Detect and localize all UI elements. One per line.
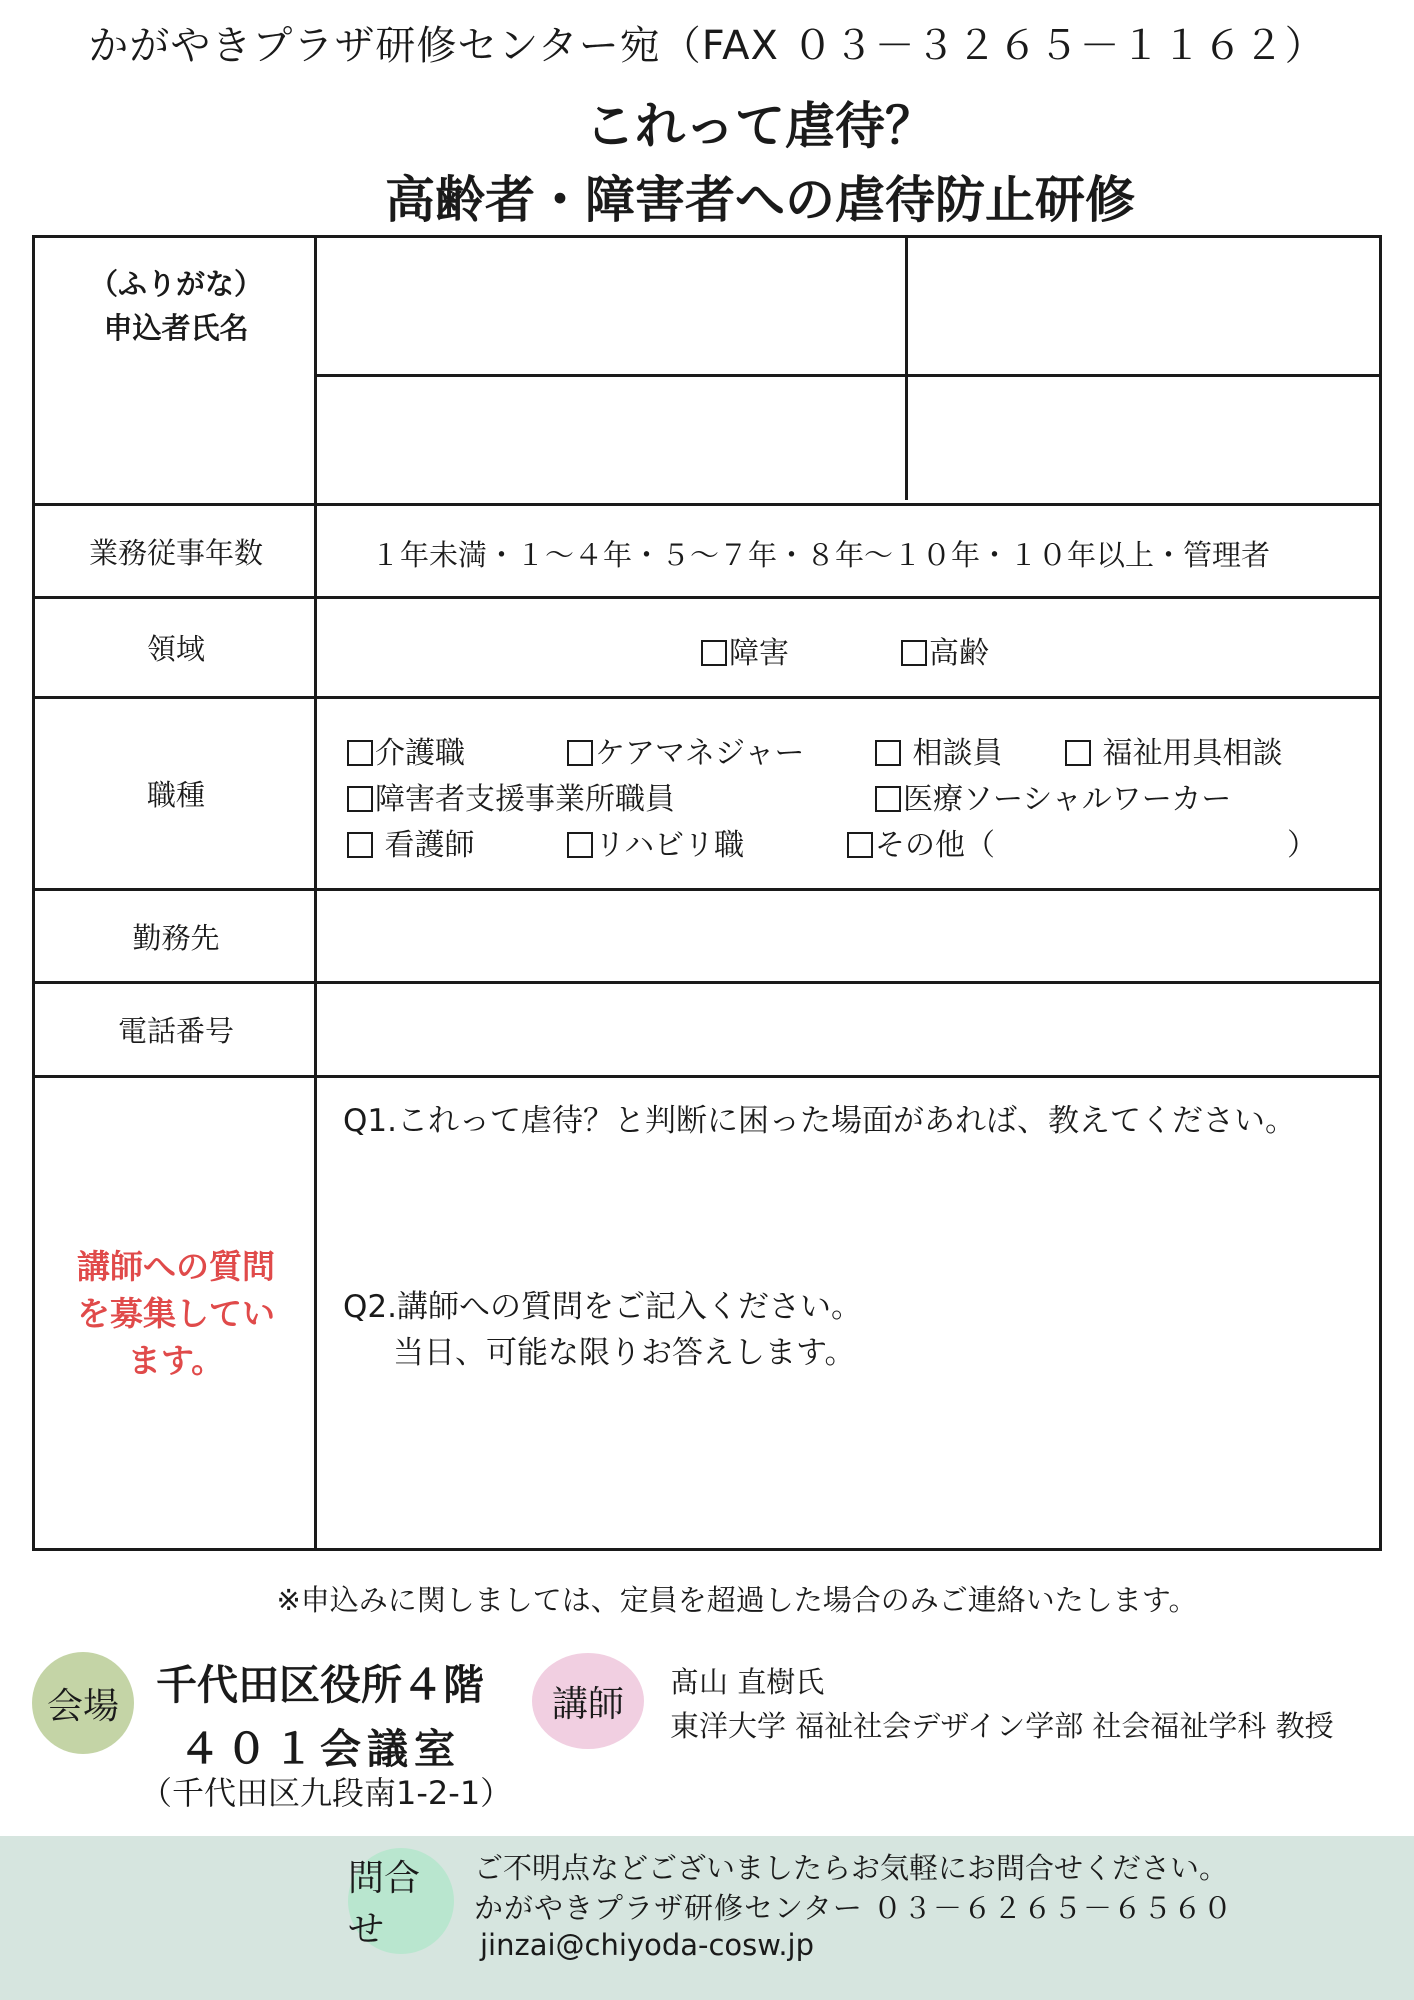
venue-address: （千代田区九段南1-2-1） <box>140 1774 513 1812</box>
checkbox-icon <box>347 740 373 766</box>
notice-text: ※申込みに関しましては、定員を超過した場合のみご連絡いたします。 <box>276 1583 1198 1617</box>
page-title: これって虐待？ <box>585 97 935 155</box>
venue-badge: 会場 <box>32 1652 134 1754</box>
domain-option-disability[interactable]: 障害 <box>701 628 789 672</box>
years-options[interactable]: １年未満・１～４年・５～７年・８年～１０年・１０年以上・管理者 <box>371 538 1271 572</box>
application-form <box>32 235 1382 1551</box>
domain-label: 領域 <box>146 632 205 666</box>
phone-label: 電話番号 <box>117 1014 234 1048</box>
question-field[interactable] <box>317 1078 1379 1548</box>
venue-line-2: ４０１会議室 <box>179 1725 461 1773</box>
lecturer-badge: 講師 <box>532 1653 644 1749</box>
job-option-disability-support[interactable]: 障害者支援事業所職員 <box>347 774 675 818</box>
job-label: 職種 <box>146 778 205 812</box>
page-subtitle: 高齢者・障害者への虐待防止研修 <box>385 171 1135 229</box>
question-2: Q2.講師への質問をご記入ください。 <box>343 1289 862 1325</box>
contact-badge: 問合せ <box>348 1848 454 1954</box>
job-option-rehab[interactable]: リハビリ職 <box>567 820 744 864</box>
checkbox-icon <box>875 786 901 812</box>
job-option-counselor[interactable]: 相談員 <box>875 728 1003 772</box>
job-option-other[interactable]: その他（ <box>847 820 995 864</box>
checkbox-icon <box>847 832 873 858</box>
furigana-field-2[interactable] <box>908 238 1379 374</box>
question-2-note: 当日、可能な限りお答えします。 <box>393 1335 856 1371</box>
lecturer-name: 髙山 直樹氏 <box>670 1665 825 1699</box>
fax-destination: かがやきプラザ研修センター宛（FAX ０３－３２６５－１１６２） <box>88 23 1326 69</box>
contact-phone: かがやきプラザ研修センター ０３－６２６５－６５６０ <box>474 1891 1234 1925</box>
checkbox-icon <box>567 740 593 766</box>
checkbox-icon <box>567 832 593 858</box>
applicant-name-field-2[interactable] <box>908 377 1379 503</box>
applicant-name-label: 申込者氏名 <box>103 311 249 345</box>
applicant-name-field[interactable] <box>317 377 905 503</box>
checkbox-icon <box>901 640 927 666</box>
venue-line-1: 千代田区役所４階 <box>156 1661 484 1709</box>
job-option-nurse[interactable]: 看護師 <box>347 820 475 864</box>
phone-field[interactable] <box>317 984 1379 1075</box>
checkbox-icon <box>1065 740 1091 766</box>
job-other-close-paren: ） <box>1287 828 1317 863</box>
name-label <box>35 238 317 374</box>
lecturer-affiliation: 東洋大学 福祉社会デザイン学部 社会福祉学科 教授 <box>670 1709 1334 1743</box>
domain-option-elderly[interactable]: 高齢 <box>901 628 989 672</box>
years-label: 業務従事年数 <box>88 535 263 570</box>
contact-email[interactable]: jinzai@chiyoda-cosw.jp <box>480 1928 815 1962</box>
job-option-medical-social-worker[interactable]: 医療ソーシャルワーカー <box>875 774 1231 818</box>
checkbox-icon <box>347 832 373 858</box>
contact-line-1: ご不明点などございましたらお気軽にお問合せください。 <box>474 1851 1229 1885</box>
workplace-field[interactable] <box>317 891 1379 981</box>
workplace-label: 勤務先 <box>132 920 220 955</box>
furigana-field[interactable] <box>317 238 905 374</box>
furigana-label: （ふりがな） <box>88 267 263 301</box>
checkbox-icon <box>875 740 901 766</box>
checkbox-icon <box>701 640 727 666</box>
job-option-welfare-equipment[interactable]: 福祉用具相談 <box>1065 728 1283 772</box>
checkbox-icon <box>347 786 373 812</box>
question-1: Q1.これって虐待？と判断に困った場面があれば、教えてください。 <box>343 1103 1296 1139</box>
job-option-care[interactable]: 介護職 <box>347 728 465 772</box>
job-option-care-manager[interactable]: ケアマネジャー <box>567 728 804 772</box>
question-label: 講師への質問を募集しています。 <box>77 1246 275 1380</box>
